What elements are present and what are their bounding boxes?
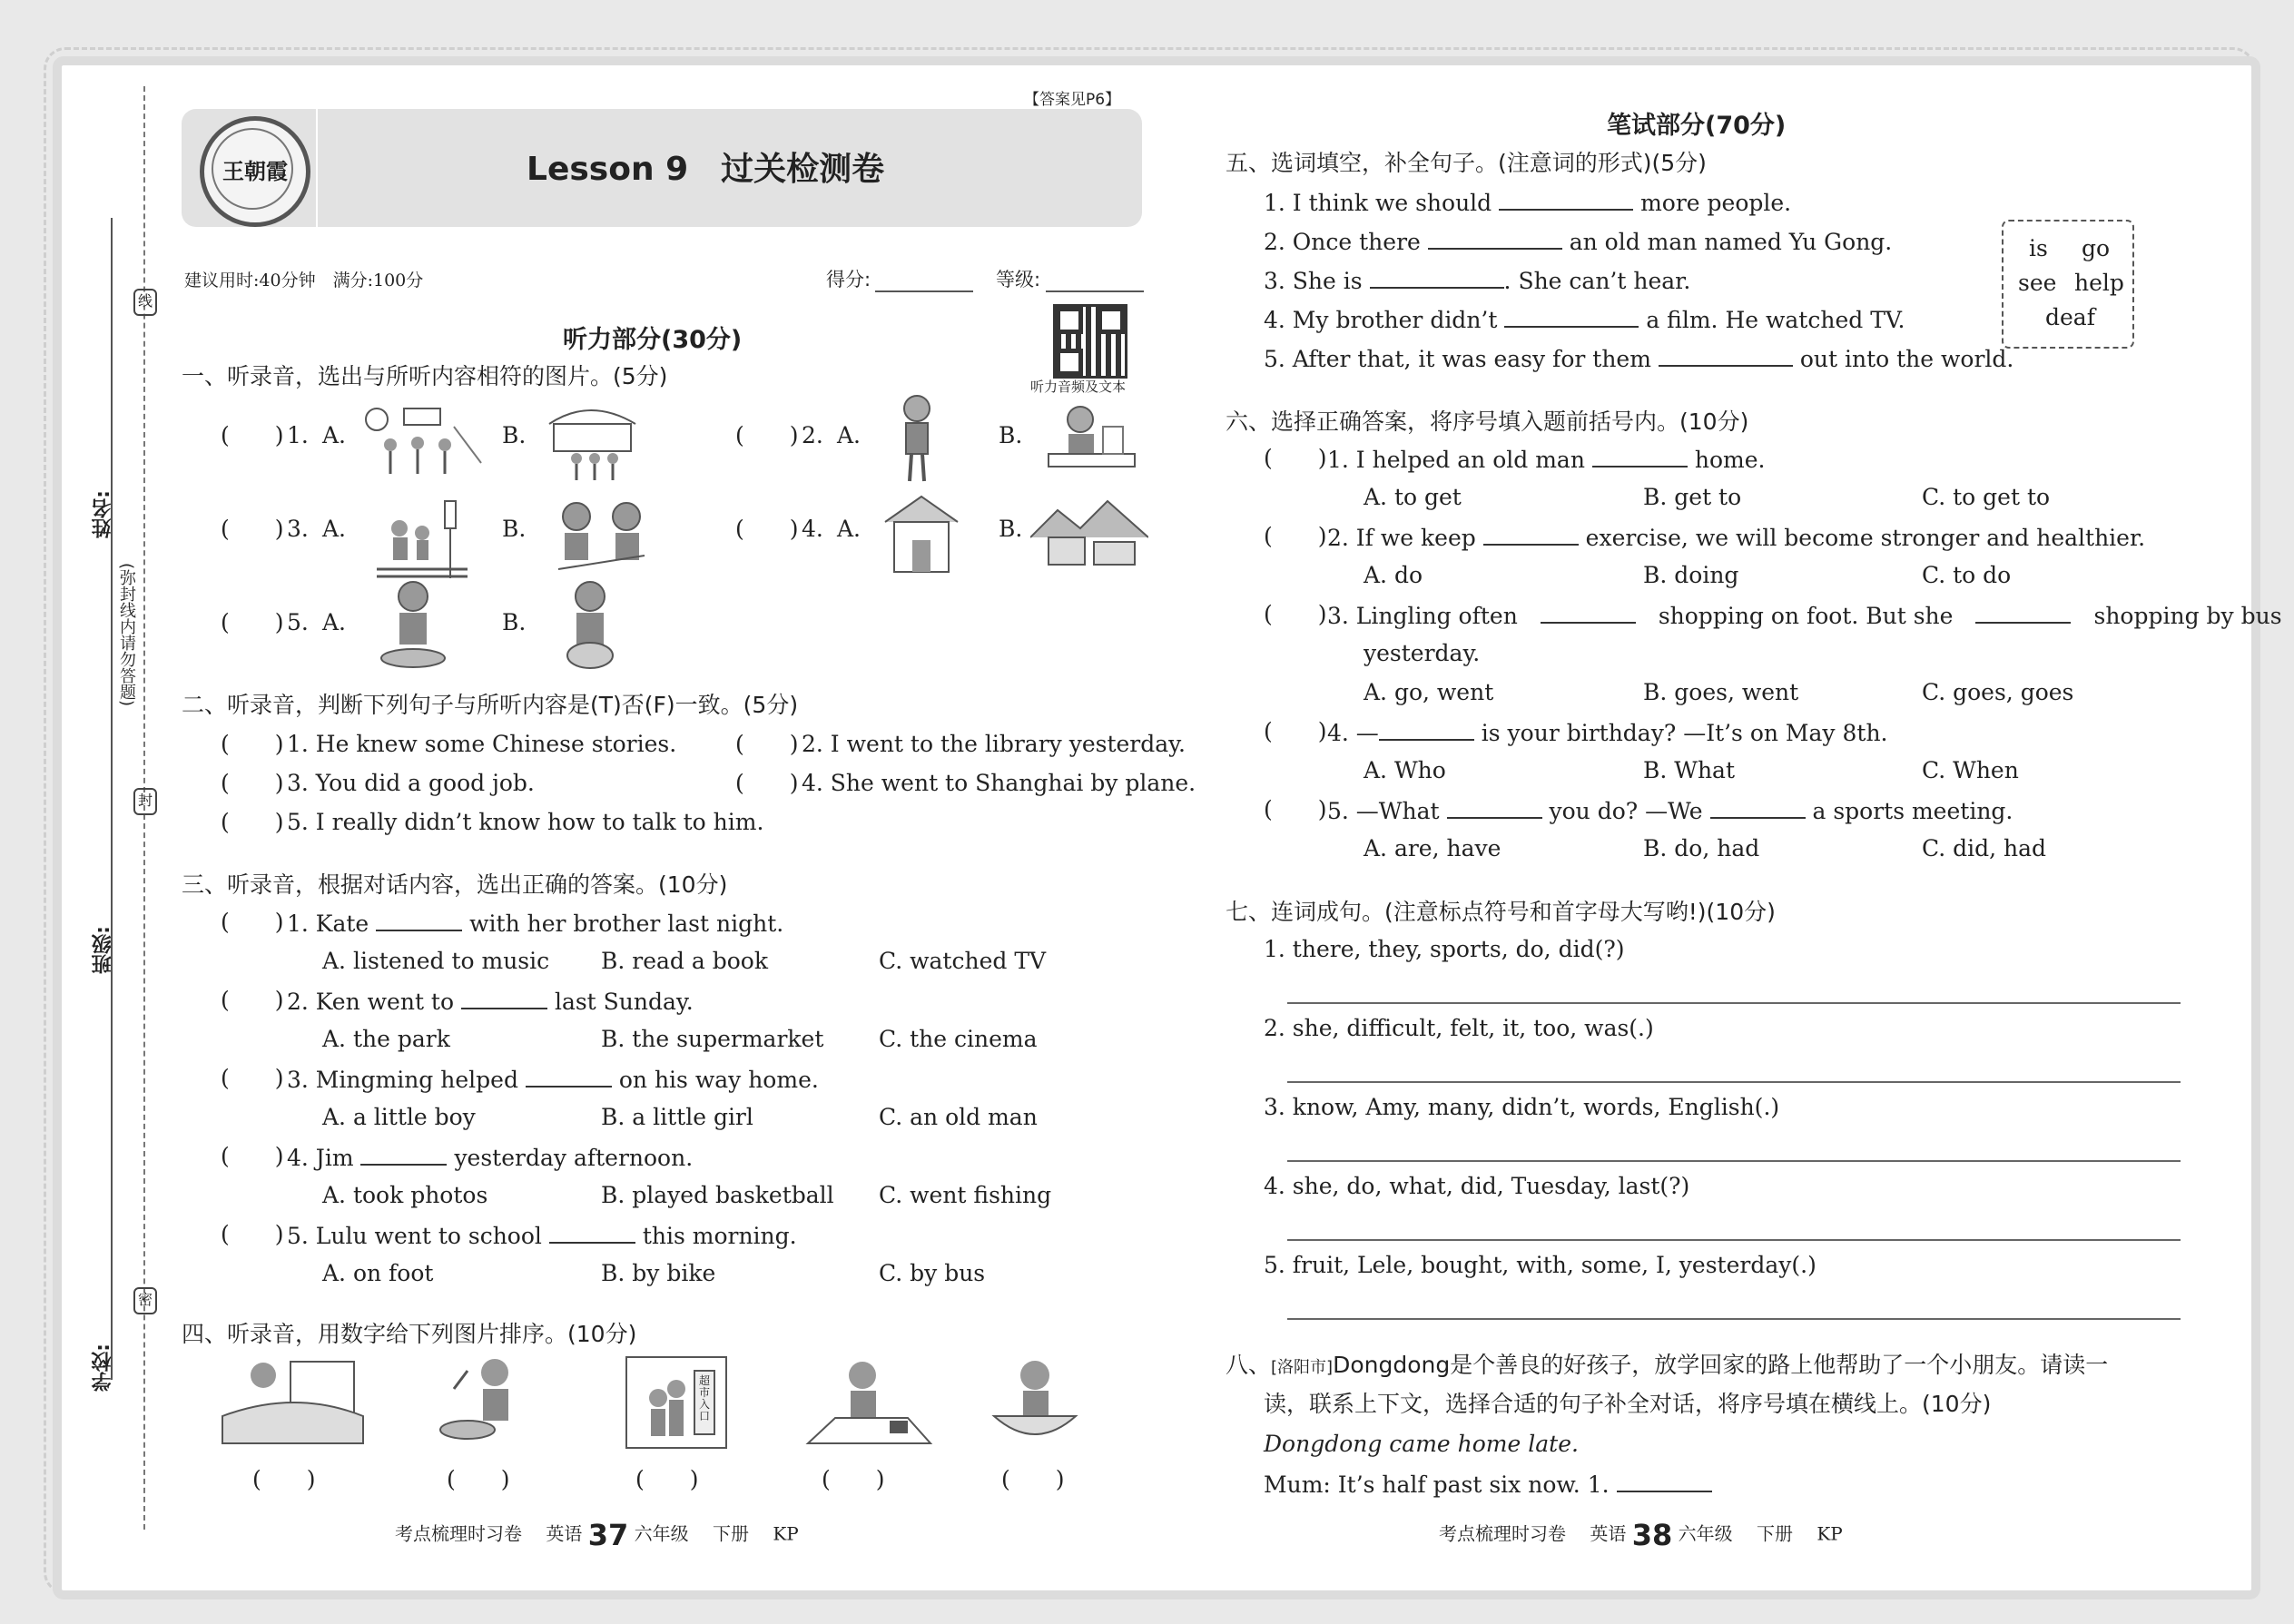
page-number: 38 (1631, 1518, 1673, 1552)
footer-edition: KP (1816, 1522, 1843, 1545)
picture-supermarket-entrance (622, 1353, 731, 1452)
word-option: is (2029, 235, 2048, 261)
option-a: A. the park (322, 1026, 450, 1052)
section8-source-tag: [洛阳市] (1271, 1358, 1334, 1377)
answer-paren[interactable]: ( ) (1264, 445, 1327, 471)
name-label: 姓名: (92, 490, 114, 538)
answer-paren[interactable]: ( ) (735, 422, 799, 448)
word-box (2002, 220, 2134, 349)
word-option: deaf (2045, 304, 2095, 330)
footer-subject: 英语 (546, 1522, 583, 1545)
time-info: 建议用时:40分钟 满分:100分 (184, 271, 424, 290)
answer-reference: 【答案见P6】 (1024, 91, 1121, 109)
option-b: B. goes, went (1643, 679, 1799, 705)
answer-paren[interactable]: ( ) (221, 1065, 284, 1091)
option-b: B. a little girl (601, 1104, 753, 1130)
fill-question: 1. I think we should more people. (1264, 187, 1791, 218)
picture-girl-washing (549, 578, 631, 674)
order-paren[interactable]: ( ) (252, 1466, 316, 1492)
section3-heading: 三、听录音，根据对话内容，选出正确的答案。(10分) (182, 871, 728, 898)
footer-book: 考点梳理时习卷 (1439, 1522, 1566, 1545)
picture-girl-cooking (368, 578, 458, 674)
answer-paren[interactable]: ( ) (221, 609, 284, 635)
question-stem: 3. Mingming helped on his way home. (287, 1064, 819, 1095)
option-b: B. by bike (601, 1260, 716, 1286)
option-b: B. (502, 516, 527, 542)
picture-park-activity (354, 399, 490, 481)
footer-grade: 六年级 (1678, 1522, 1733, 1545)
dialogue-blank[interactable] (1617, 1469, 1712, 1492)
option-b: B. (999, 422, 1023, 448)
option-b: B. read a book (601, 948, 768, 974)
seal-char-seal: 封 (133, 788, 157, 815)
answer-line[interactable] (1287, 1239, 2181, 1241)
option-a: A. on foot (322, 1260, 434, 1286)
picture-sick-in-bed (218, 1353, 368, 1452)
answer-paren[interactable]: ( ) (221, 731, 284, 757)
supermarket-sign: 超市入口 (699, 1374, 711, 1422)
word-option: go (2082, 235, 2111, 261)
item-number: 3. (287, 516, 309, 542)
item-number: 1. (287, 422, 309, 448)
option-c: C. watched TV (879, 948, 1047, 974)
footer-grade: 六年级 (634, 1522, 689, 1545)
answer-paren[interactable]: ( ) (1264, 523, 1327, 549)
fill-question: 4. My brother didn’t a film. He watched TV. (1264, 304, 1905, 335)
listening-title: 听力部分(30分) (563, 326, 743, 354)
written-title: 笔试部分(70分) (1607, 112, 1787, 140)
option-c: C. by bus (879, 1260, 986, 1286)
dialogue-line: Mum: It’s half past six now. 1. (1264, 1469, 1712, 1500)
option-a: A. listened to music (322, 948, 550, 974)
option-a: A. (322, 609, 347, 635)
school-label: 学校: (92, 1343, 114, 1392)
picture-village-mountains (1030, 497, 1148, 574)
judge-item: 3. You did a good job. (287, 770, 535, 796)
answer-paren[interactable]: ( ) (221, 909, 284, 935)
option-a: A. (322, 422, 347, 448)
choice-stem: 4. — is your birthday? —It’s on May 8th. (1327, 717, 1888, 748)
option-c: C. to do (1922, 562, 2012, 588)
section4-heading: 四、听录音，用数字给下列图片排序。(10分) (182, 1321, 637, 1347)
fill-question: 3. She is . She can’t hear. (1264, 265, 1690, 296)
reorder-words: 4. she, do, what, did, Tuesday, last(?) (1264, 1173, 1690, 1199)
order-paren[interactable]: ( ) (1001, 1466, 1065, 1492)
option-a: A. (322, 516, 347, 542)
section8-heading-line2: 读，联系上下文，选择合适的句子补全对话，将序号填在横线上。(10分) (1264, 1391, 1992, 1417)
option-a: A. (837, 516, 861, 542)
choice-stem: 2. If we keep exercise, we will become stronger and healthier. (1327, 522, 2145, 553)
answer-paren[interactable]: ( ) (735, 516, 799, 542)
option-c: C. to get to (1922, 484, 2051, 510)
answer-paren[interactable]: ( ) (221, 422, 284, 448)
option-c: C. the cinema (879, 1026, 1038, 1052)
question-stem: 5. Lulu went to school this morning. (287, 1220, 797, 1251)
option-b: B. get to (1643, 484, 1742, 510)
picture-two-kids-drawing (545, 497, 658, 583)
option-a: A. took photos (322, 1182, 488, 1208)
answer-paren[interactable]: ( ) (221, 516, 284, 542)
footer-volume: 下册 (1756, 1522, 1793, 1545)
option-b: B. What (1643, 757, 1736, 783)
order-paren[interactable]: ( ) (822, 1466, 885, 1492)
option-b: B. the supermarket (601, 1026, 824, 1052)
answer-paren[interactable]: ( ) (1264, 796, 1327, 822)
item-number: 5. (287, 609, 309, 635)
seal-char-line: 线 (133, 289, 157, 316)
section1-heading: 一、听录音，选出与所听内容相符的图片。(5分) (182, 363, 668, 389)
judge-item: 4. She went to Shanghai by plane. (802, 770, 1196, 796)
judge-item: 1. He knew some Chinese stories. (287, 731, 677, 757)
binding-notice: (弥封线内请勿答题) (117, 563, 136, 707)
item-number: 2. (802, 422, 823, 448)
picture-museum-building (876, 490, 967, 581)
option-a: A. are, have (1364, 835, 1501, 861)
item-number: 4. (802, 516, 823, 542)
answer-paren[interactable]: ( ) (1264, 601, 1327, 627)
choice-stem: 1. I helped an old man home. (1327, 444, 1765, 475)
picture-crossing-road (368, 497, 481, 583)
question-stem: 2. Ken went to last Sunday. (287, 986, 694, 1017)
answer-paren[interactable]: ( ) (735, 731, 799, 757)
score-label: 得分: (826, 269, 871, 290)
order-paren[interactable]: ( ) (635, 1466, 699, 1492)
picture-boy-eating (985, 1353, 1085, 1452)
option-a: A. a little boy (322, 1104, 476, 1130)
option-b: B. (502, 609, 527, 635)
answer-paren[interactable]: ( ) (221, 809, 284, 835)
choice-stem: 5. —What you do? —We a sports meeting. (1327, 795, 2013, 826)
option-b: B. doing (1643, 562, 1739, 588)
grade-label: 等级: (996, 269, 1041, 290)
fill-question: 2. Once there an old man named Yu Gong. (1264, 226, 1892, 257)
choice-stem-continued: yesterday. (1364, 640, 1481, 666)
logo-text: 王朝霞 (222, 158, 288, 184)
seal-char-secret: 密 (133, 1287, 157, 1314)
option-c: C. When (1922, 757, 2019, 783)
footer-book: 考点梳理时习卷 (395, 1522, 522, 1545)
choice-stem: 3. Lingling often shopping on foot. But she shopping by bus (1327, 600, 2282, 631)
answer-paren[interactable]: ( ) (221, 987, 284, 1013)
fill-question: 5. After that, it was easy for them out into the world. (1264, 343, 2013, 374)
question-stem: 4. Jim yesterday afternoon. (287, 1142, 693, 1173)
reorder-words: 3. know, Amy, many, didn’t, words, English(.) (1264, 1094, 1780, 1120)
binding-solid-line (111, 218, 113, 1380)
option-a: A. go, went (1364, 679, 1494, 705)
answer-paren[interactable]: ( ) (735, 770, 799, 796)
option-b: B. played basketball (601, 1182, 834, 1208)
answer-line[interactable] (1287, 1002, 2181, 1004)
reorder-words: 2. she, difficult, felt, it, too, was(.) (1264, 1015, 1654, 1041)
picture-girl-standing (881, 390, 953, 486)
footer-edition: KP (773, 1522, 799, 1545)
section8-heading: 八、[洛阳市]Dongdong是个善良的好孩子，放学回家的路上他帮助了一个小朋友。请读一 (1226, 1352, 2109, 1378)
option-a: A. to get (1364, 484, 1462, 510)
qr-caption: 听力音频及文本 (1030, 379, 1127, 395)
picture-boy-at-desk (799, 1353, 935, 1452)
dialogue-intro: Dongdong came home late. (1264, 1431, 1579, 1457)
order-paren[interactable]: ( ) (447, 1466, 510, 1492)
option-a: A. (837, 422, 861, 448)
picture-boy-writing (1039, 399, 1144, 481)
page-title: Lesson 9 过关检测卷 (527, 151, 885, 188)
picture-boy-cooking (436, 1353, 536, 1452)
grade-field[interactable] (1046, 290, 1144, 292)
reorder-words: 1. there, they, sports, do, did(?) (1264, 936, 1625, 962)
word-option: help (2074, 270, 2124, 296)
word-option: see (2018, 270, 2057, 296)
option-b: B. do, had (1643, 835, 1760, 861)
score-field[interactable] (875, 290, 973, 292)
reorder-words: 5. fruit, Lele, bought, with, some, I, yesterday(.) (1264, 1252, 1816, 1278)
option-c: C. went fishing (879, 1182, 1052, 1208)
section5-heading: 五、选词填空，补全句子。(注意词的形式)(5分) (1226, 150, 1707, 176)
option-a: A. Who (1364, 757, 1446, 783)
section6-heading: 六、选择正确答案，将序号填入题前括号内。(10分) (1226, 408, 1749, 435)
answer-line[interactable] (1287, 1318, 2181, 1320)
publisher-logo (200, 116, 310, 227)
footer-volume: 下册 (712, 1522, 749, 1545)
footer-left (395, 1518, 799, 1552)
option-b: B. (502, 422, 527, 448)
page-number: 37 (587, 1518, 629, 1552)
answer-paren[interactable]: ( ) (221, 1221, 284, 1247)
qr-code[interactable] (1053, 304, 1127, 379)
option-a: A. do (1364, 562, 1423, 588)
answer-paren[interactable]: ( ) (1264, 718, 1327, 744)
option-c: C. did, had (1922, 835, 2047, 861)
answer-paren[interactable]: ( ) (221, 770, 284, 796)
picture-library-visit (540, 397, 645, 483)
answer-line[interactable] (1287, 1081, 2181, 1083)
class-label: 班级: (92, 926, 114, 974)
judge-item: 5. I really didn’t know how to talk to him. (287, 809, 764, 835)
judge-item: 2. I went to the library yesterday. (802, 731, 1186, 757)
title-banner (182, 109, 1142, 227)
section7-heading: 七、连词成句。(注意标点符号和首字母大写哟!)(10分) (1226, 899, 1776, 925)
option-b: B. (999, 516, 1023, 542)
answer-paren[interactable]: ( ) (221, 1143, 284, 1169)
section2-heading: 二、听录音，判断下列句子与所听内容是(T)否(F)一致。(5分) (182, 692, 799, 718)
footer-right (1439, 1518, 1843, 1552)
option-c: C. an old man (879, 1104, 1038, 1130)
answer-line[interactable] (1287, 1160, 2181, 1162)
footer-subject: 英语 (1590, 1522, 1627, 1545)
option-c: C. goes, goes (1922, 679, 2074, 705)
question-stem: 1. Kate with her brother last night. (287, 908, 783, 939)
